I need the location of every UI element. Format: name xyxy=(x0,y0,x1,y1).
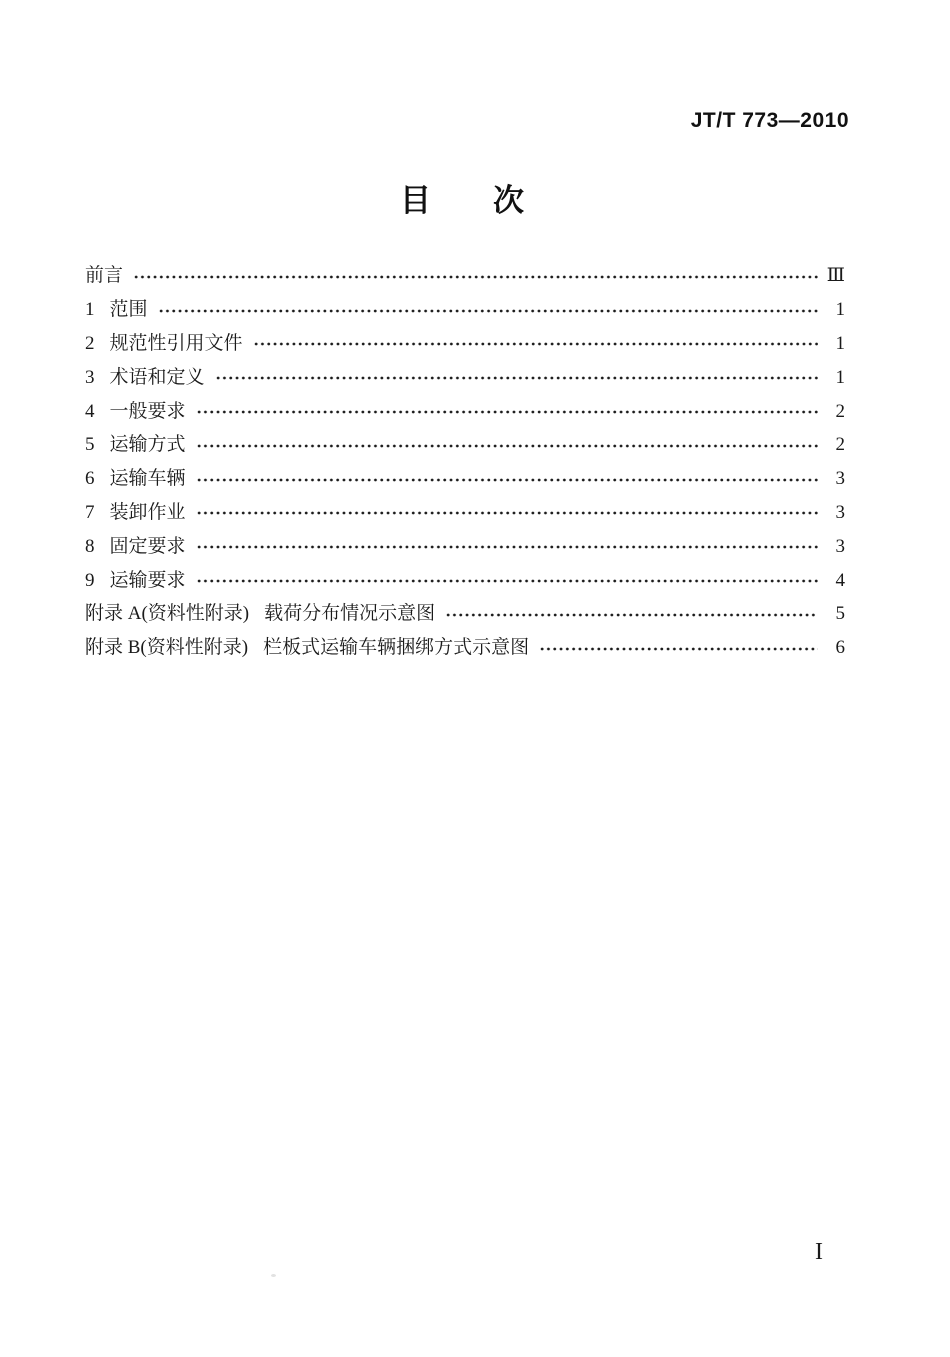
toc-entry-page: 1 xyxy=(835,299,845,321)
toc-entry-number: 附录 B(资料性附录) xyxy=(85,637,249,659)
toc-entry-page: 4 xyxy=(835,569,845,591)
toc-entry-title: 运输车辆 xyxy=(109,468,186,490)
toc-entry-number: 1 xyxy=(85,299,95,321)
toc-entry-2 xyxy=(85,327,845,361)
toc-entry-page: 3 xyxy=(835,501,845,523)
toc-entry-title: 装卸作业 xyxy=(109,501,186,523)
toc-entry-title: 规范性引用文件 xyxy=(109,332,243,354)
dot-leader xyxy=(196,405,818,419)
toc-entry-title: 术语和定义 xyxy=(109,366,205,388)
toc-entry-number: 3 xyxy=(85,366,95,388)
dot-leader xyxy=(196,506,818,520)
toc-entry-3 xyxy=(85,360,845,394)
toc-entry-page: 3 xyxy=(835,535,845,557)
toc-entry-9 xyxy=(85,563,845,597)
toc-entry-page: 2 xyxy=(835,434,845,456)
toc-entry-title: 栏板式运输车辆捆绑方式示意图 xyxy=(263,637,530,659)
toc-entry-page: 3 xyxy=(835,468,845,490)
toc-entry-number: 5 xyxy=(85,434,95,456)
dot-leader xyxy=(196,473,818,487)
dot-leader xyxy=(196,540,818,554)
dot-leader xyxy=(539,642,818,656)
toc-entry-6 xyxy=(85,462,845,496)
toc-entry-page: 5 xyxy=(835,603,845,625)
standard-code: JT/T 773—2010 xyxy=(690,109,849,132)
toc-entry-8 xyxy=(85,529,845,563)
toc-entry-1 xyxy=(85,293,845,327)
dot-leader xyxy=(133,270,818,284)
toc-entry-number: 9 xyxy=(85,569,95,591)
dot-leader xyxy=(253,337,818,351)
toc-entry-number: 4 xyxy=(85,400,95,422)
toc-entry-7 xyxy=(85,496,845,530)
toc-entry-appendix-b xyxy=(85,631,845,665)
toc-entry-title: 运输方式 xyxy=(109,434,186,456)
dot-leader xyxy=(196,574,818,588)
toc-entry-number: 8 xyxy=(85,535,95,557)
toc-entry-4 xyxy=(85,394,845,428)
toc-entry-page: 1 xyxy=(835,366,845,388)
toc-entry-page: 6 xyxy=(835,637,845,659)
page-title: 目 次 xyxy=(400,183,524,218)
toc-entry-title: 范围 xyxy=(109,299,148,321)
page-number-folio: I xyxy=(815,1239,823,1265)
toc-entry-appendix-a xyxy=(85,597,845,631)
toc-entry-page: 1 xyxy=(835,332,845,354)
toc-entry-title: 固定要求 xyxy=(109,535,186,557)
dot-leader xyxy=(196,439,818,453)
toc-entry-title: 一般要求 xyxy=(109,400,186,422)
toc-entry-page: Ⅲ xyxy=(826,265,845,287)
dot-leader xyxy=(445,608,818,622)
toc-entry-number: 6 xyxy=(85,468,95,490)
dot-leader xyxy=(215,371,818,385)
scan-artifact-dot xyxy=(271,1274,276,1277)
toc-entry-title: 前言 xyxy=(85,265,124,287)
toc-entry-foreword xyxy=(85,259,845,293)
toc-entry-5 xyxy=(85,428,845,462)
table-of-contents xyxy=(85,259,845,665)
toc-entry-title: 运输要求 xyxy=(109,569,186,591)
toc-entry-title: 载荷分布情况示意图 xyxy=(264,603,436,625)
toc-entry-page: 2 xyxy=(835,400,845,422)
dot-leader xyxy=(158,304,818,318)
toc-entry-number: 2 xyxy=(85,332,95,354)
toc-entry-number: 7 xyxy=(85,501,95,523)
toc-entry-number: 附录 A(资料性附录) xyxy=(85,603,250,625)
